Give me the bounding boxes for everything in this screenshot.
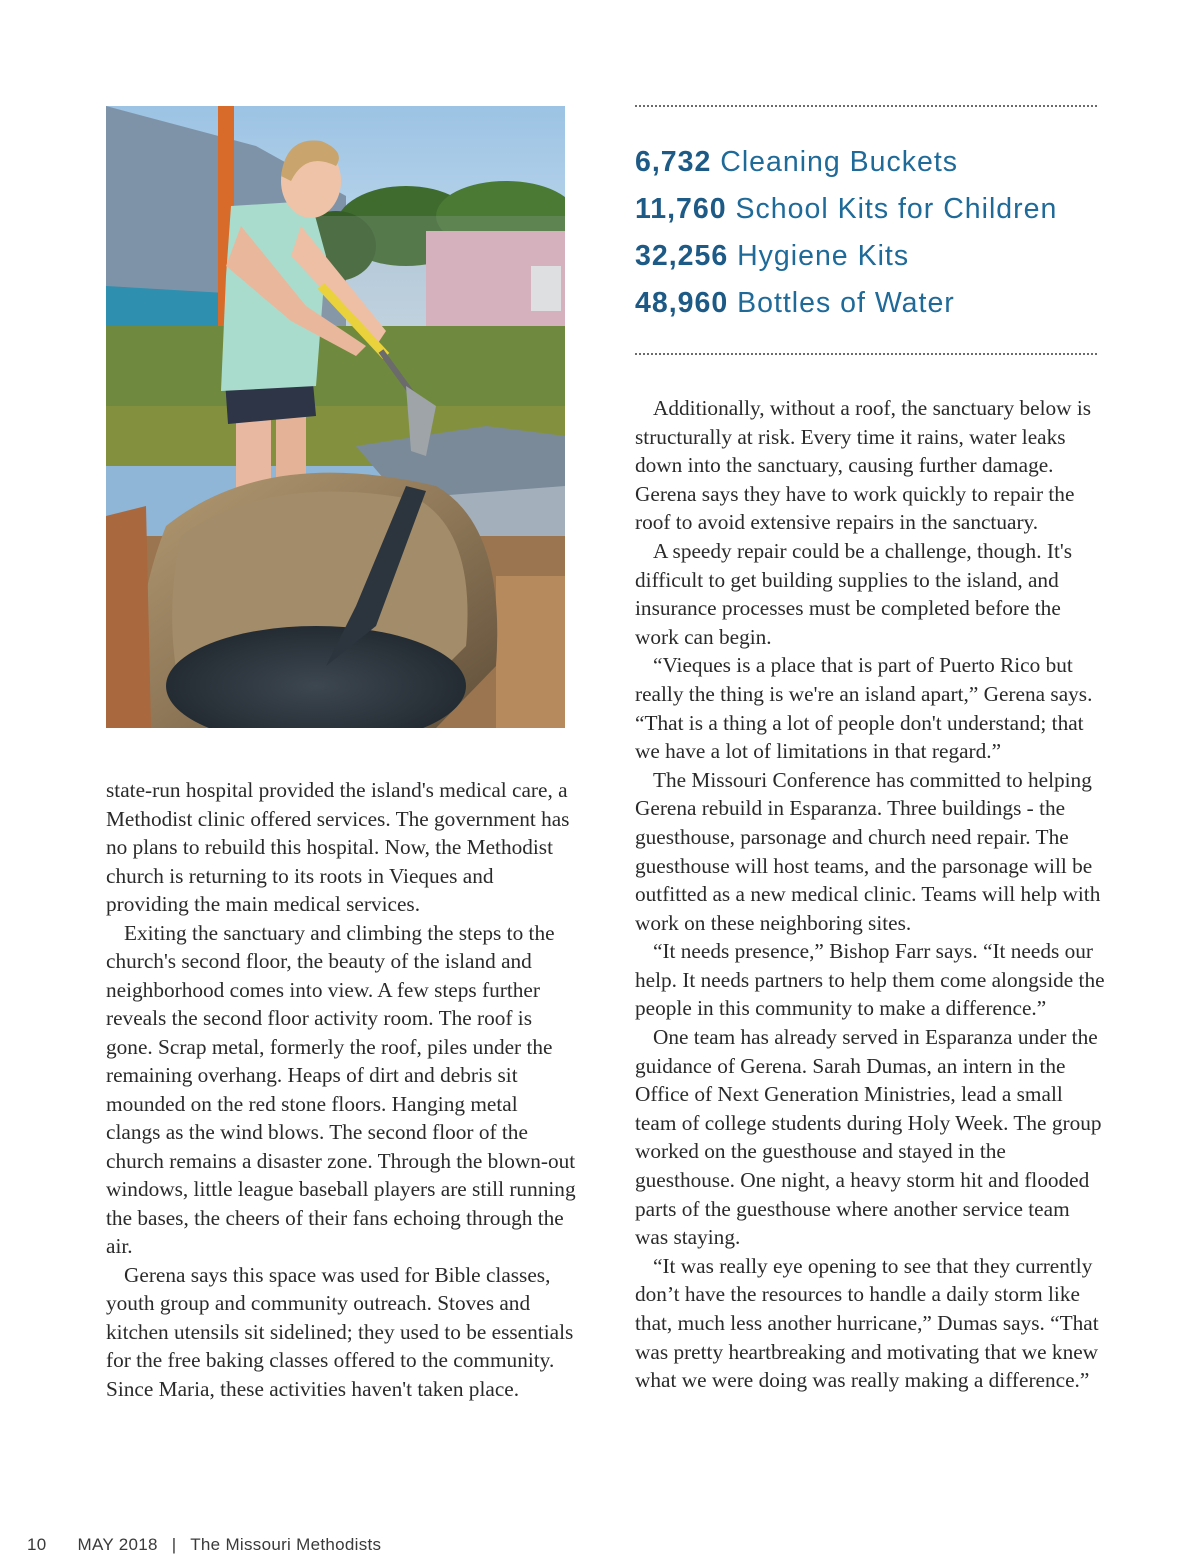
paragraph: The Missouri Conference has committed to helping Gerena rebuild in Esparanza. Three buildings - the guesthouse, parsonage and church need repair. The guesthouse will host teams, and the parsonage will be outfitted as a new medical clinic. Teams will help with work on these neighboring sites.: [635, 767, 1101, 935]
paragraph: A speedy repair could be a challenge, though. It's difficult to get building supplies to the island, and insurance processes must be completed before the work can begin.: [635, 538, 1072, 649]
issue-date: MAY 2018: [77, 1535, 158, 1554]
photo-illustration: [106, 106, 565, 728]
stat-row-hygiene-kits: [635, 234, 1105, 281]
left-column-text: [106, 776, 576, 1403]
paragraph: One team has already served in Esparanza under the guidance of Gerena. Sarah Dumas, an intern in the Office of Next Generation Ministries, lead a small team of college students during Holy Week. The group worked on the guesthouse and stayed in the guesthouse. One night, a heavy storm hit and flooded parts of the guesthouse where another service team was staying.: [635, 1025, 1102, 1250]
page-footer: [27, 1535, 381, 1555]
paragraph: Exiting the sanctuary and climbing the steps to the church's second floor, the beauty of the island and neighborhood comes into view. A few steps further reveals the second floor activity room. The roof is gone. Scrap metal, formerly the roof, piles under the remaining overhang. Heaps of dirt and debris sit mounded on the red stone floors. Hanging metal clangs as the wind blows. The second floor of the church remains a disaster zone. Through the blown-out windows, little league baseball players are still running the bases, the cheers of their fans echoing through the air.: [106, 920, 576, 1258]
stats-bottom-rule: [635, 353, 1097, 355]
paragraph: Additionally, without a roof, the sanctuary below is structurally at risk. Every time it rains, water leaks down into the sanctuary, causing further damage. Gerena says they have to work quickly to repair the roof to avoid extensive repairs in the sanctuary.: [635, 396, 1092, 535]
paragraph: Gerena says this space was used for Bible classes, youth group and community outreach. Stoves and kitchen utensils sit sidelined; they used to be essentials for the free baking classes offered to the community. Since Maria, these activities haven't taken place.: [106, 1262, 574, 1401]
page-number: 10: [27, 1535, 47, 1554]
stat-label: School Kits for Children: [735, 193, 1058, 225]
stats-top-rule: [635, 105, 1097, 107]
paragraph: “Vieques is a place that is part of Puerto Rico but really the thing is we're an island apart,” Gerena says. “That is a thing a lot of people don't understand; that we have a lot of limitations in that regard.”: [635, 653, 1093, 764]
stat-label: Cleaning Buckets: [720, 146, 959, 178]
paragraph: “It needs presence,” Bishop Farr says. “It needs our help. It needs partners to help them come alongside the people in this community to make a difference.”: [635, 939, 1105, 1021]
stat-label: Bottles of Water: [737, 287, 955, 319]
stat-row-bottles-of-water: [635, 281, 1105, 328]
paragraph: “It was really eye opening to see that they currently don’t have the resources to handle a daily storm like that, much less another hurricane,” Dumas says. “That was pretty heartbreaking and motivating that we knew what we were doing was really making a difference.”: [635, 1253, 1099, 1393]
stat-row-cleaning-buckets: [635, 140, 1105, 187]
right-column-text: [635, 394, 1105, 1395]
stat-number: 48,960: [635, 287, 729, 319]
paragraph: state-run hospital provided the island's medical care, a Methodist clinic offered services. The government has no plans to rebuild this hospital. Now, the Methodist church is returning to its roots in Vieques and providing the main medical services.: [106, 778, 570, 916]
photo-volunteer-shoveling: [106, 106, 565, 728]
stat-number: 32,256: [635, 240, 729, 272]
publication-name: The Missouri Methodists: [190, 1535, 382, 1554]
stats-list: [635, 140, 1105, 328]
stat-row-school-kits: [635, 187, 1105, 234]
footer-separator: |: [171, 1535, 177, 1554]
stat-number: 6,732: [635, 146, 712, 178]
stat-label: Hygiene Kits: [737, 240, 910, 272]
stat-number: 11,760: [635, 193, 727, 225]
